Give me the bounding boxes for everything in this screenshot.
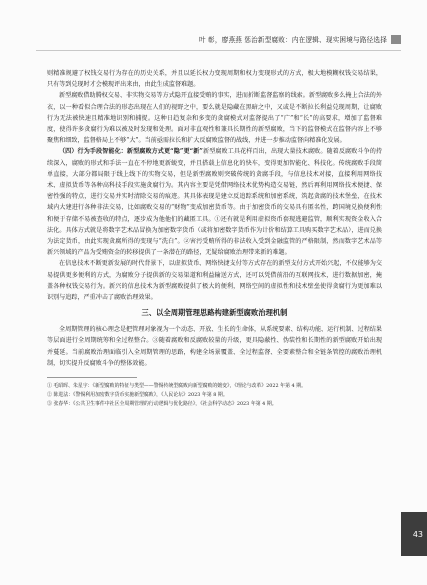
paragraph-1: 则精准规避了权钱交易行为存在的历史关系，并且以延长权力变现周期和权力变现形式的方式，极大地模糊权钱交易结果，只有等到兑现时才会模现评出来由，由此生成监督难题。 bbox=[47, 70, 382, 89]
footnote-3: ③ 张春华：《公共卫生事件中社区全周期管理的行动逻辑与优化路径》，《社会科学动态》2023 年第 4 期。 bbox=[47, 401, 277, 408]
header-rule bbox=[36, 50, 401, 51]
footnote-1: ① 毛昭晖、朱星宇：《新型腐败的特征与类型——警惕传统型腐败向新型腐败的嬗变》，《理论与改革》2022 年第 4 期。 bbox=[47, 383, 306, 390]
subsection-heading: （四）行为手段智能化：新型腐败方式更“隐”更“新” bbox=[59, 148, 203, 156]
paragraph-3 bbox=[47, 146, 382, 258]
paragraph-4: 在信息技术不断更新发展的时代背景下，以虚拟货币、网络快捷支付等方式存在的新型支付方式开始兴起，不仅能够为交易提供更多便利的方式，为腐败分子提供新的交易渠道和利益输送方式，还可以凭借前沿的互联网技术，进行数据加密，掩盖各种权钱交易行为。新兴的信息技术为新型腐败提供了极大的便利，网络空间的虚拟性和技术壁垒使得贪腐行为更加难以识别与追踪，严重冲击了腐败治理效果。 bbox=[47, 260, 382, 302]
paragraph-2: 新型腐败借助腾权交易、非实物交易等方式隐开直接受贿的事实，进而折断监督监察的线索。新型腐败多么掩上合法的外衣，以一种看似合理合法的形态出现在人们的视野之中，要么就是隐藏在黑暗之中，又或是不断拉长利益兑现周期，让腐败行为无法被快速且精准地识别和捕捉。这种日趋复杂和多变的贪腐模式对监督提出了“广”和“长”的高要求，增加了监督难度，使得许多贪腐行为难以被及时发现和处理。面对非直观性和兼具长期性的新型腐败，当下的监督模式在监督内容上不够聚焦和细致，监督格局上不够“大”。当前亟需拉长和扩大反腐败监督的战线，并进一步推动监督向精准化发展。 bbox=[47, 92, 382, 145]
header-marker bbox=[391, 35, 401, 44]
article-body bbox=[47, 68, 382, 409]
running-title: 叶 彰，廖燕燕 惩治新型腐败：内在逻辑、现实困境与路径选择 bbox=[198, 36, 387, 44]
section-heading: 三、以全周期管理思路构建新型腐败治理机制 bbox=[141, 308, 288, 318]
running-header bbox=[0, 30, 427, 52]
page-number: 43 bbox=[412, 530, 423, 539]
paragraph-3-text: 新型腐败工具花样百出，出现大量技术腐败。随着反腐败斗争的持续深入，腐败的形式和手法一直在不停地更新蜕变，并且搭载上信息化的快车，变得更加智能化、科技化。传统腐败手段简单直接，大部分都局限于线上线下的实物交易，但是新型腐败则突破传统的贪腐手段，与信息技术对接，直接利用网络技术、虚拟货币等各种高科技手段实施贪腐行为。其内容主要是凭借网络技术优势构造交易链，然后再利用网络技术便捷、保密性强的特点，进行交易并实时清除交易的痕迹。其具体表现是建立反追踪系统和加密系统，筑起贪腐的技术堡垒，在技术域内大建进行各种非法交易，比如腐败交易的“财物”变成加密货币等。由于加密货币的交易具有匿名性，跨国境兑换便利性和便于存储不易被查收的特点，逐步成为他他们的藏匿工具。①还有就是利用虚拟资币套现逃避监管，顺利实现资金收入合法化。具体方式就是将数字艺术品冒换为加密数字货币（或将加密数字货币作为计价和结算工具购买数字艺术品），进而兑换为法定货币，由此实现贪腐所得的变现与“洗白”。②害污受贿所得的非法收入受到金融监管的严格限制，然而数字艺术品等新兴领域的产品为受贿资金的转移提供了一条潜在的路径，无疑给腐败治理带来新的难题。 bbox=[47, 148, 382, 257]
footnote-rule bbox=[47, 377, 137, 378]
paragraph-5: 全周期管理的核心理念是把管理对象视为一个动态、开放、生长的生命体，从系统要素、结构功能、运行机制、过程结果等层面进行全周期统筹和全过程整合。③随着腐败和反腐败较量的升级，更具隐蔽性、伪装性和长期性的新型腐败开始出现并蔓延。当前腐败治理面临引入全周期管理的思路，构建全场景覆盖、全过程监督、全要素整合和全链条管控的腐败治理机制，切实提升反腐败斗争的整体效能。 bbox=[47, 326, 382, 367]
footnote-2: ② 陈进法：《警惕利用加密数字货币实施新型腐败》，《人民论坛》2023 年第 8 期。 bbox=[47, 392, 228, 399]
